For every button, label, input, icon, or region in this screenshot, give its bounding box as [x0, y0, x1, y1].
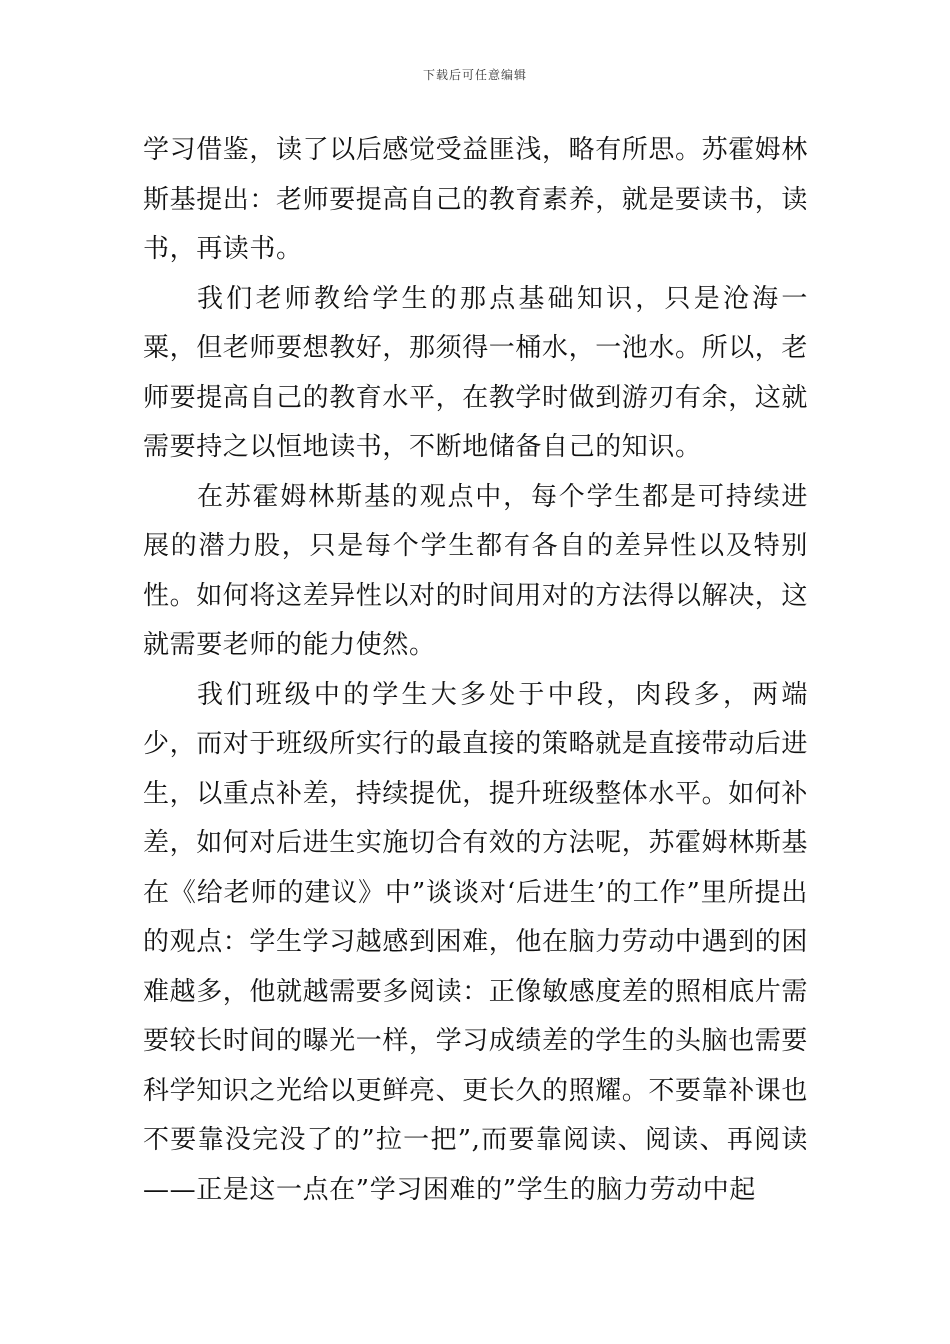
page-header: 下载后可任意编辑 [422, 68, 527, 82]
paragraph: 我们老师教给学生的那点基础知识，只是沧海一粟，但老师要想教好，那须得一桶水，一池水。所以，老师要提高自己的教育水平，在教学时做到游刃有余，这就需要持之以恒地读书，不断地储备自己的知识。 [143, 283, 809, 462]
body-text [143, 126, 808, 1215]
paragraph: 我们班级中的学生大多处于中段，肉段多，两端少，而对于班级所实行的最直接的策略就是直接带动后进生，以重点补差，持续提优，提升班级整体水平。如何补差，如何对后进生实施切合有效的方法呢，苏霍姆林斯基在《给老师的建议》中”谈谈对‘后进生’的工作”里所提出的观点：学生学习越感到困难，他在脑力劳动中遇到的困难越多，他就越需要多阅读：正像敏感度差的照相底片需要较长时间的曝光一样，学习成绩差的学生的头脑也需要科学知识之光给以更鲜亮、更长久的照耀。不要靠补课也不要靠没完没了的”拉一把”,而要靠阅读、阅读、再阅读——正是这一点在”学习困难的”学生的脑力劳动中起 [143, 679, 809, 1205]
paragraph: 学习借鉴，读了以后感觉受益匪浅，略有所思。苏霍姆林斯基提出：老师要提高自己的教育素养，就是要读书，读书，再读书。 [143, 135, 809, 264]
paragraph: 在苏霍姆林斯基的观点中，每个学生都是可持续进展的潜力股，只是每个学生都有各自的差异性以及特别性。如何将这差异性以对的时间用对的方法得以解决，这就需要老师的能力使然。 [143, 481, 809, 660]
